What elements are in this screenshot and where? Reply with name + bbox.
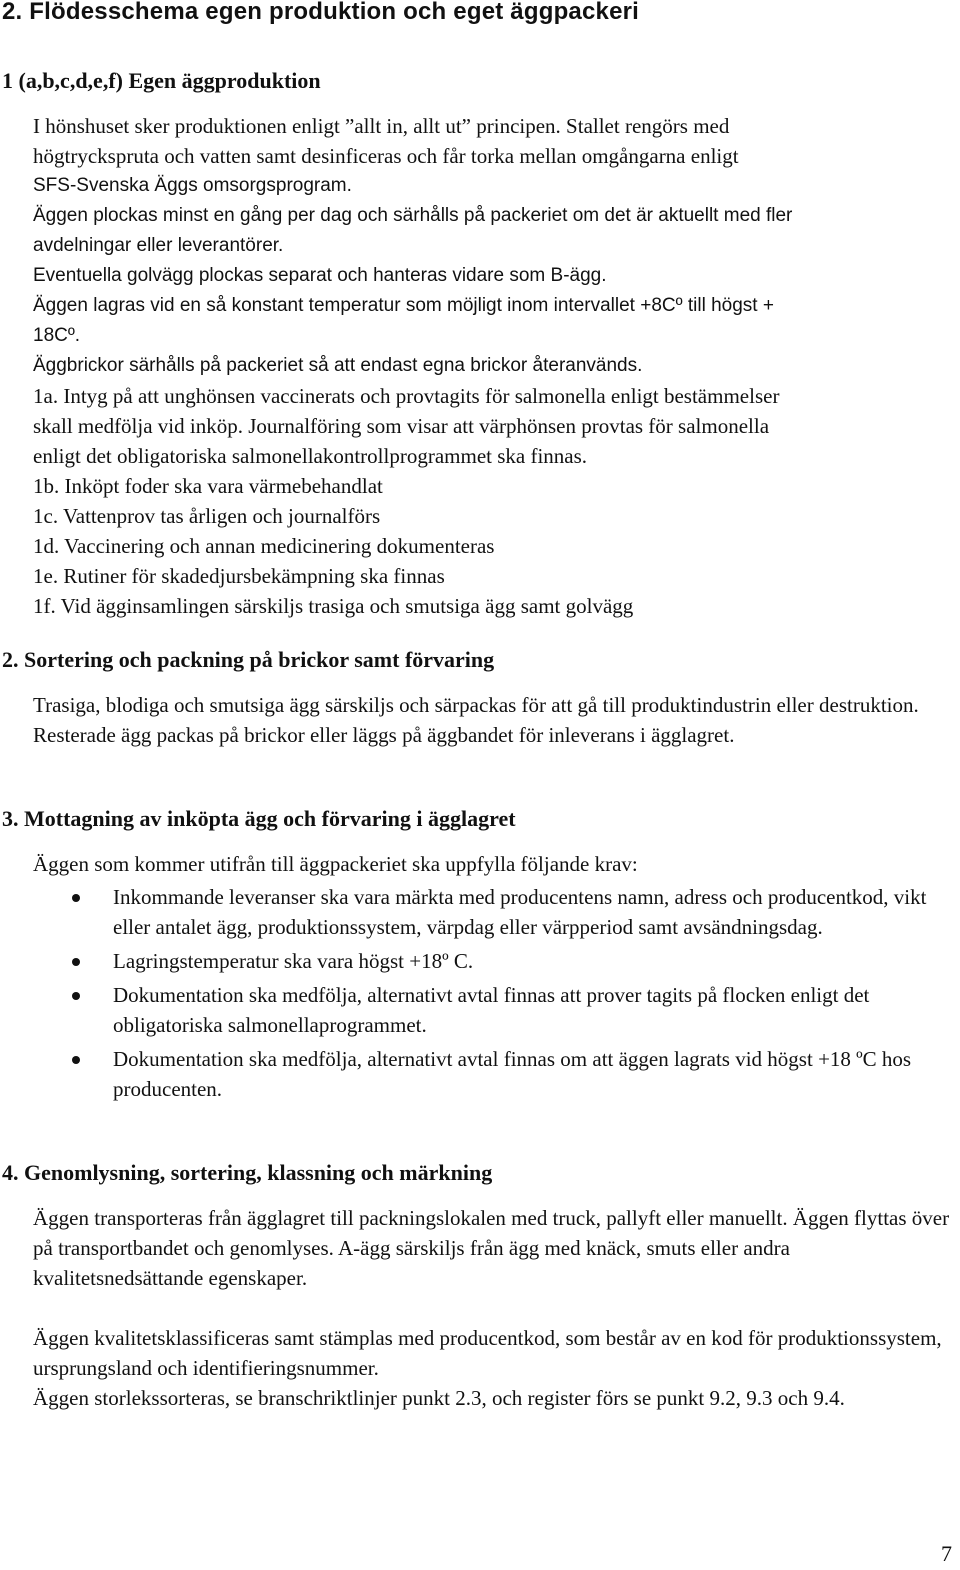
section-1-body	[33, 111, 958, 621]
section-1-line: 1e. Rutiner för skadedjursbekämpning ska finnas	[33, 564, 445, 588]
section-4-paragraph: Äggen transporteras från ägglagret till packningslokalen med truck, pallyft eller manuellt. Äggen flyttas över på transportbandet och genomlyses. A-ägg särskiljs från ägg med knäck, smuts eller andra kvalitetsnedsättande egenskaper.	[33, 1206, 950, 1290]
section-3-title: 3. Mottagning av inköpta ägg och förvaring i ägglagret	[2, 806, 516, 831]
section-1-line: avdelningar eller leverantörer.	[33, 235, 284, 256]
section-1-line: Äggbrickor särhålls på packeriet så att endast egna brickor återanvänds.	[33, 355, 643, 376]
section-1-line: 1c. Vattenprov tas årligen och journalförs	[33, 504, 381, 528]
bullet-icon	[72, 894, 80, 902]
list-item	[0, 1044, 943, 1104]
section-1-line: högtryckspruta och vatten samt desinficeras och får torka mellan omgångarna enligt	[33, 144, 739, 168]
page-number: 7	[941, 1541, 952, 1566]
bullet-icon	[72, 958, 80, 966]
section-1-line: Äggen lagras vid en så konstant temperatur som möjligt inom intervallet +8Cº till högst +	[33, 295, 774, 316]
section-1-line: 1a. Intyg på att unghönsen vaccinerats och provtagits för salmonella enligt bestämmelser	[33, 384, 780, 408]
bullet-icon	[72, 992, 80, 1000]
section-1-line: 18Cº.	[33, 325, 81, 346]
section-1-line: enligt det obligatoriska salmonellakontrollprogrammet ska finnas.	[33, 444, 588, 468]
section-1-line: Eventuella golvägg plockas separat och hanteras vidare som B-ägg.	[33, 265, 607, 286]
bullet-icon	[72, 1056, 80, 1064]
section-1-line: SFS-Svenska Äggs omsorgsprogram.	[33, 175, 352, 196]
section-1-line: skall medfölja vid inköp. Journalföring som visar att värphönsen provtas för salmonella	[33, 414, 770, 438]
section-3-intro: Äggen som kommer utifrån till äggpackeriet ska uppfylla följande krav:	[33, 852, 638, 876]
section-1-line: 1d. Vaccinering och annan medicinering dokumenteras	[33, 534, 495, 558]
section-1-line: I hönshuset sker produktionen enligt ”allt in, allt ut” principen. Stallet rengörs med	[33, 114, 730, 138]
list-item	[0, 946, 943, 976]
section-4-paragraph: Äggen storlekssorteras, se branschriktlinjer punkt 2.3, och register förs se punkt 9.2, 9.3 och 9.4.	[33, 1386, 845, 1410]
list-item	[0, 980, 943, 1040]
section-1-line: Äggen plockas minst en gång per dag och särhålls på packeriet om det är aktuellt med fler	[33, 205, 793, 226]
list-item-text: Dokumentation ska medfölja, alternativt avtal finnas att prover tagits på flocken enligt det obligatoriska salmonellaprogrammet.	[113, 983, 870, 1037]
list-item-text: Dokumentation ska medfölja, alternativt avtal finnas om att äggen lagrats vid högst +18 ºC hos producenten.	[113, 1047, 912, 1101]
section-2-paragraph: Trasiga, blodiga och smutsiga ägg särskiljs och särpackas för att gå till produktindustrin eller destruktion. Resterade ägg packas på brickor eller läggs på äggbandet för inleverans i ägglagret.	[33, 693, 919, 747]
section-4-paragraph: Äggen kvalitetsklassificeras samt stämplas med producentkod, som består av en kod för produktionssystem, ursprungsland och identifieringsnummer.	[33, 1326, 942, 1380]
list-item	[0, 882, 943, 942]
list-item-text: Lagringstemperatur ska vara högst +18º C.	[113, 949, 474, 973]
section-1-title: 1 (a,b,c,d,e,f) Egen äggproduktion	[2, 68, 321, 93]
requirements-list	[0, 882, 960, 1108]
section-1-line: 1b. Inköpt foder ska vara värmebehandlat	[33, 474, 383, 498]
paragraph-spacer	[33, 1293, 958, 1323]
section-2-title: 2. Sortering och packning på brickor samt förvaring	[2, 647, 495, 672]
list-item-text: Inkommande leveranser ska vara märkta med producentens namn, adress och producentkod, vikt eller antalet ägg, produktionssystem, värpdag eller värpperiod samt avsändningsdag.	[113, 885, 927, 939]
section-1-line: 1f. Vid ägginsamlingen särskiljs trasiga och smutsiga ägg samt golvägg	[33, 594, 634, 618]
section-4-title: 4. Genomlysning, sortering, klassning och märkning	[2, 1160, 493, 1185]
page-heading: 2. Flödesschema egen produktion och eget äggpackeri	[2, 0, 640, 25]
section-4-body	[33, 1203, 958, 1413]
